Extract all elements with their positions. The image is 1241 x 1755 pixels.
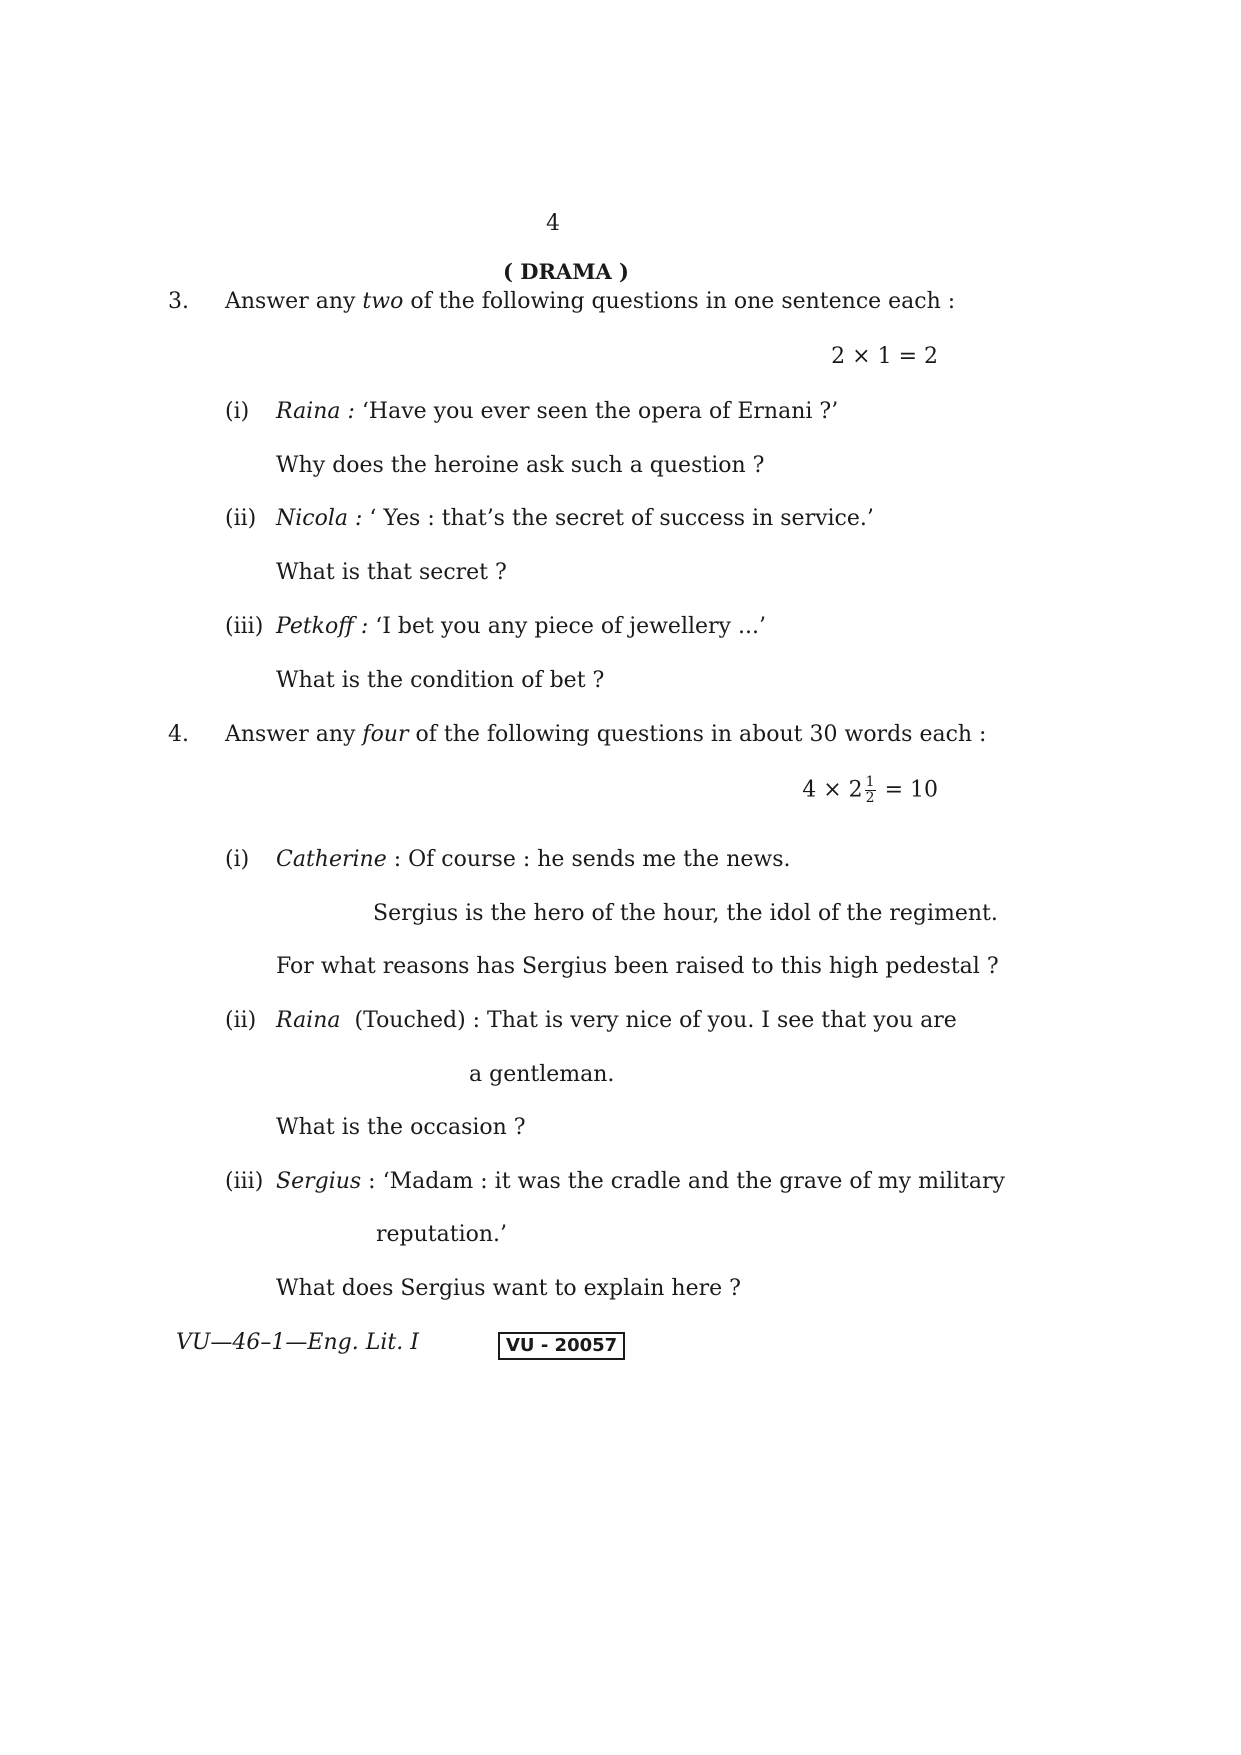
question-number: 4. <box>168 722 189 747</box>
sub-question-label: (ii) <box>225 506 257 531</box>
sub-question-quote-continued: Sergius is the hero of the hour, the idol of the regiment. <box>373 901 998 926</box>
sub-question-label: (iii) <box>225 614 264 639</box>
sub-question-text: What is the condition of bet ? <box>276 668 605 693</box>
page-number: 4 <box>546 211 560 236</box>
sub-question-text: For what reasons has Sergius been raised to this high pedestal ? <box>276 954 999 979</box>
sub-question-quote: Raina (Touched) : That is very nice of you. I see that you are <box>276 1008 957 1033</box>
course-code: VU—46–1—Eng. Lit. I <box>176 1330 419 1355</box>
sub-question-label: (i) <box>225 847 250 872</box>
sub-question-quote: Sergius : ‘Madam : it was the cradle and the grave of my military <box>276 1169 1005 1194</box>
question-instruction: Answer any four of the following questions in about 30 words each : <box>225 722 987 747</box>
sub-question-quote: Catherine : Of course : he sends me the news. <box>276 847 791 872</box>
sub-question-label: (i) <box>225 399 250 424</box>
paper-code-box: VU - 20057 <box>498 1332 625 1360</box>
sub-question-label: (ii) <box>225 1008 257 1033</box>
question-instruction: Answer any two of the following questions in one sentence each : <box>225 289 956 314</box>
sub-question-quote-continued: a gentleman. <box>469 1062 615 1087</box>
sub-question-text: What is that secret ? <box>276 560 507 585</box>
question-number: 3. <box>168 289 189 314</box>
marks: 4 × 2 $\frac{1}{2}$ = 10 <box>802 774 938 806</box>
marks: 2 × 1 = 2 <box>831 344 938 369</box>
sub-question-text: What does Sergius want to explain here ? <box>276 1276 741 1301</box>
sub-question-label: (iii) <box>225 1169 264 1194</box>
sub-question-text: Why does the heroine ask such a question ? <box>276 453 765 478</box>
section-title: ( DRAMA ) <box>503 259 629 284</box>
sub-question-quote: Nicola : ‘ Yes : that’s the secret of success in service.’ <box>276 506 874 531</box>
fraction: $\frac{1}{2}$ <box>865 774 875 806</box>
sub-question-quote: Raina : ‘Have you ever seen the opera of Ernani ?’ <box>276 399 839 424</box>
sub-question-quote: Petkoff : ‘I bet you any piece of jewellery ...’ <box>276 614 766 639</box>
sub-question-quote-continued: reputation.’ <box>376 1222 508 1247</box>
sub-question-text: What is the occasion ? <box>276 1115 526 1140</box>
